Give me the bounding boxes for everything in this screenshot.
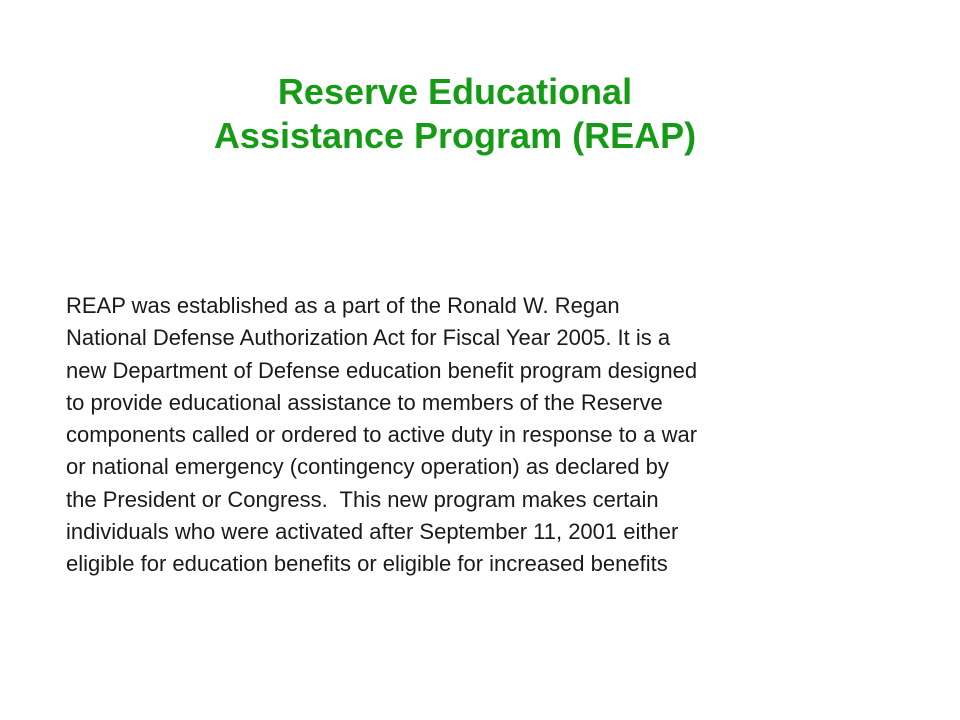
body-line: REAP was established as a part of the Ronald W. Regan — [66, 293, 620, 318]
body-line: new Department of Defense education benefit program designed — [66, 357, 698, 383]
body-line: components called or ordered to active duty in response to a war — [66, 422, 698, 448]
body-line: National Defense Authorization Act for Fiscal Year 2005. It is a — [66, 325, 671, 351]
title-line: Reserve Educational — [277, 71, 633, 112]
body-line: or national emergency (contingency operation) as declared by — [66, 454, 669, 480]
slide-title — [0, 70, 910, 158]
title-line: Assistance Program (REAP) — [213, 115, 697, 156]
body-line: the President or Congress. This new program makes certain — [66, 486, 659, 512]
body-line: eligible for education benefits or eligible for increased benefits — [66, 551, 668, 577]
body-line: individuals who were activated after September 11, 2001 either — [66, 519, 679, 545]
body-line: to provide educational assistance to members of the Reserve — [66, 389, 663, 415]
body-paragraph — [66, 290, 866, 581]
